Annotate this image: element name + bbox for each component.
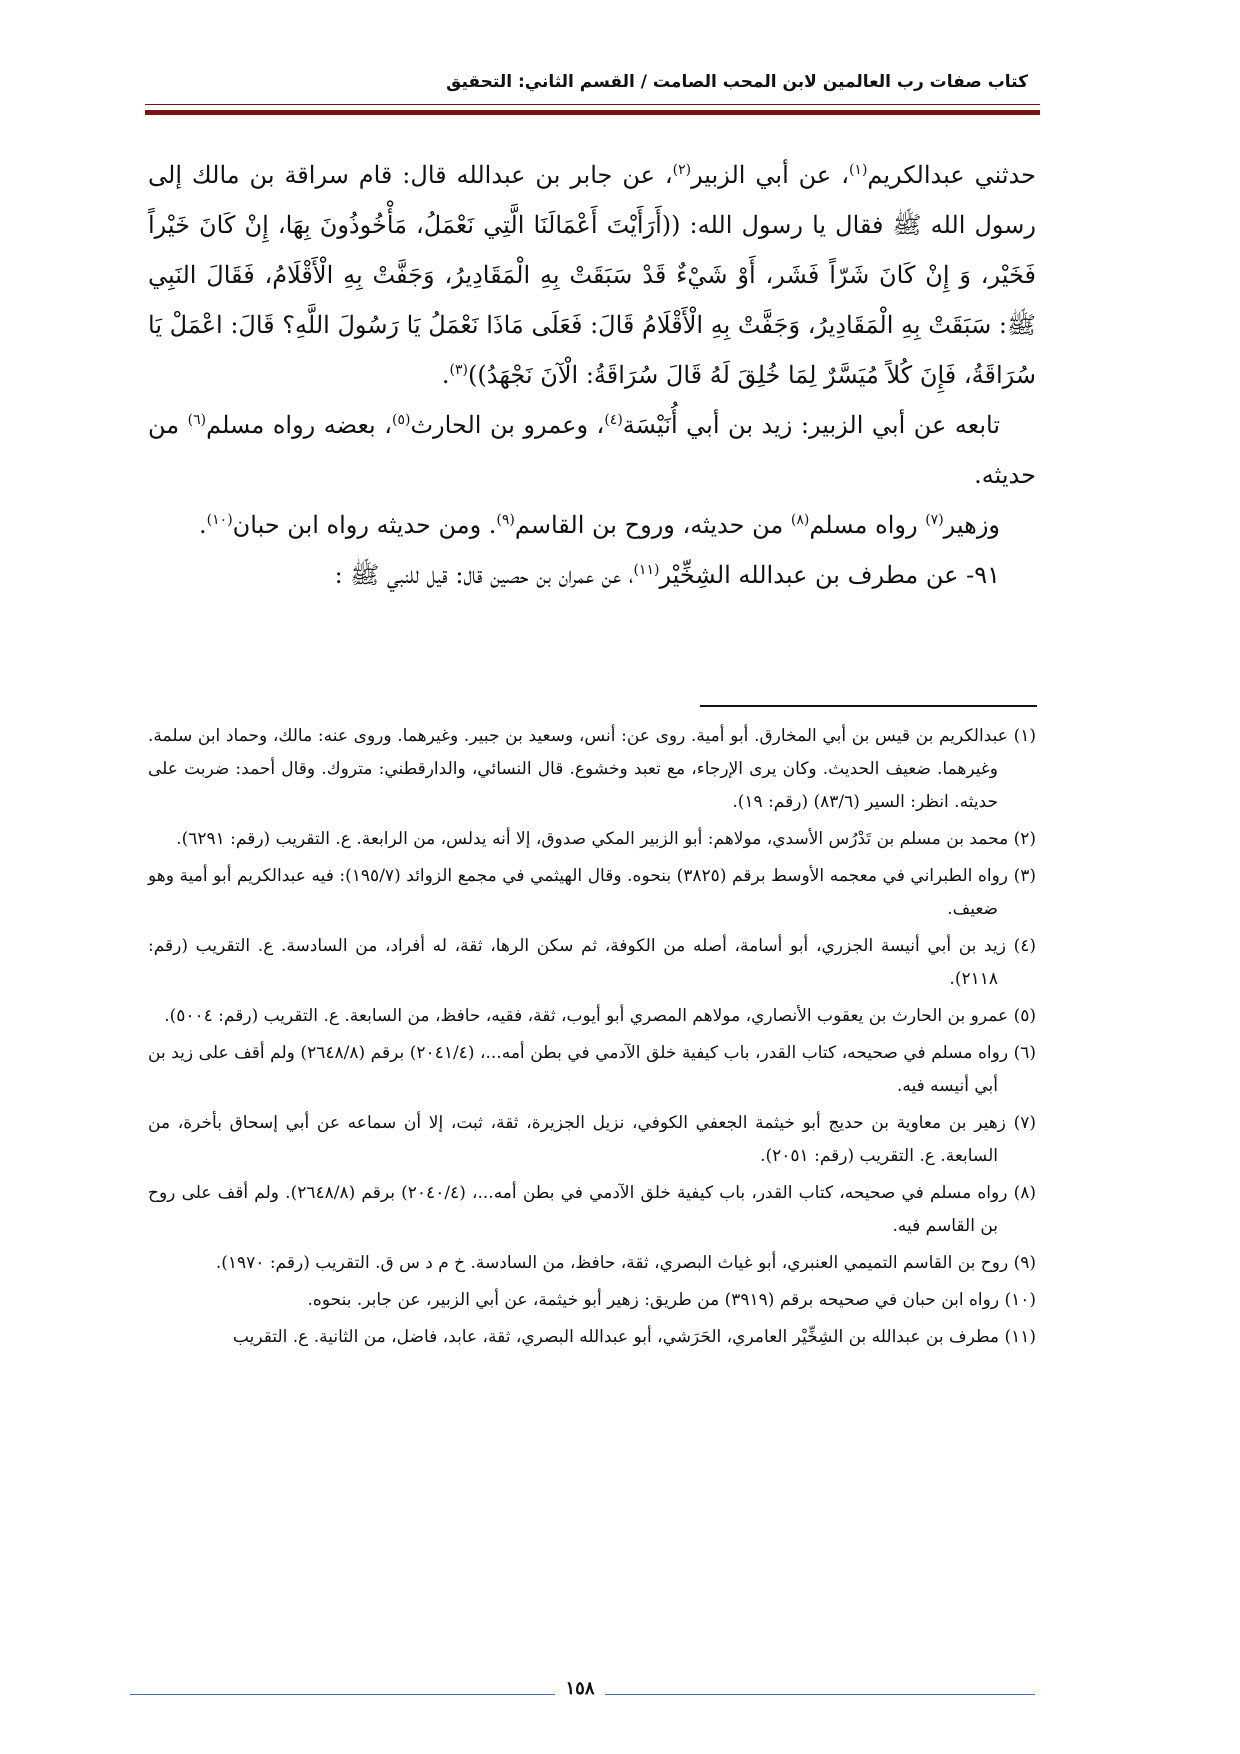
footnote-6: (٦) رواه مسلم في صحيحه، كتاب القدر، باب كيفية خلق الآدمي في بطن أمه...، (٢٠٤١/٤) برقم (٢٦٤٨/٨) ولم أقف على زيد بن أبي أنيسه فيه. (148, 1043, 1037, 1096)
footnote-5: (٥) عمرو بن الحارث بن يعقوب الأنصاري، مولاهم المصري أبو أيوب، ثقة، فقيه، حافظ، من السابعة. ع. التقريب (رقم: ٥٠٠٤). (164, 1006, 1036, 1026)
header-divider-thin (145, 104, 1040, 105)
text-run: . (199, 511, 207, 539)
text-run: من حديثه. (148, 411, 1036, 489)
text-run: ، عن أبي الزبير (691, 161, 849, 189)
text-run: ، وعمرو بن الحارث (410, 411, 605, 439)
text-run: . ومن حديثه رواه ابن حبان (232, 511, 497, 539)
paragraph-hadith (148, 150, 1036, 400)
footnote-2: (٢) محمد بن مسلم بن تَدْرُس الأسدي، مولاهم: أبو الزبير المكي صدوق، إلا أنه يدلس، من الرابعة. ع. التقريب (رقم: ٦٢٩١). (176, 829, 1036, 849)
running-header: كتاب صفات رب العالمين لابن المحب الصامت / القسم الثاني: التحقيق (446, 72, 1028, 92)
text-run: ، عن عمران بن حصين قال: قيل للنبي ﷺ : (334, 561, 634, 589)
footnote-ref: (١١) (633, 562, 660, 578)
text-run: ، عن جابر بن عبدالله قال: قام سراقة بن مالك إلى رسول الله ﷺ فقال يا رسول الله: ((أَرَأَيْتَ أَعْمَالَنَا الَّتِي نَعْمَلُ، مَأْخُوذُونَ بِهَا، إِنْ كَانَ خَيْراً فَخَيْر، وَ إِنْ كَانَ شَرّاً فَشَر، أَوْ شَيْءٌ قَدْ سَبَقَتْ بِهِ الْمَقَادِيرُ، وَجَفَّتْ بِهِ الْأَقْلَامُ، فَقَالَ النَبِي ﷺ: سَبَقَتْ بِهِ الْمَقَادِيرُ، وَجَفَّتْ بِهِ الْأَقْلَامُ قَالَ: فَعَلَى مَاذَا نَعْمَلُ يَا رَسُولَ اللَّهِ؟ قَالَ: اعْمَلْ يَا سُرَاقَةُ، فَإِنَ كُلاً مُيَسَّرٌ لِمَا خُلِقَ لَهُ قَالَ سُرَاقَةُ: الْآنَ نَجْهَدُ)) (148, 161, 1036, 389)
footnote-11: (١١) مطرف بن عبدالله بن الشِخِّيْر العامري، الحَرَشي، أبو عبدالله البصري، ثقة، عابد، فاضل، من الثانية. ع. التقريب (232, 1327, 1036, 1347)
text-run: . (441, 361, 450, 389)
footer-divider-right (605, 1694, 1035, 1695)
text-run: حدثني عبدالكريم (867, 161, 1036, 189)
footnote-separator (700, 705, 1037, 707)
footnote-7: (٧) زهير بن معاوية بن حديج أبو خيثمة الجعفي الكوفي، نزيل الجزيرة، ثقة، ثبت، إلا أن سماعه عن أبي إسحاق بأخرة، من السابعة. ع. التقريب (رقم: ٢٠٥١). (148, 1113, 1036, 1166)
footnote-3: (٣) رواه الطبراني في معجمه الأوسط برقم (٣٨٢٥) بنحوه. وقال الهيثمي في مجمع الزوائد (١٩٥/٧): فيه عبدالكريم أبو أمية وهو ضعيف. (148, 866, 1036, 919)
footnote-ref: (١) (848, 162, 868, 178)
footnote-ref: (٤) (604, 412, 623, 428)
footnote-ref: (٢) (672, 162, 692, 178)
text-run: ، بعضه رواه مسلم (206, 411, 392, 439)
footnote-4: (٤) زيد بن أبي أنيسة الجزري، أبو أسامة، أصله من الكوفة، ثم سكن الرها، ثقة، له أفراد، من السادسة. ع. التقريب (رقم: ٢١١٨). (148, 936, 1036, 989)
text-run: وزهير (943, 511, 1000, 539)
footnote-10: (١٠) رواه ابن حبان في صحيحه برقم (٣٩١٩) من طريق: زهير أبو خيثمة، عن أبي الزبير، عن جابر. بنحوه. (307, 1290, 1036, 1310)
text-run: من حديثه، وروح بن القاسم (514, 511, 791, 539)
footnote-ref: (٦) (187, 412, 207, 428)
footnote-ref: (١٠) (206, 512, 233, 528)
footnote-9: (٩) روح بن القاسم التميمي العنبري، أبو غياث البصري، ثقة، حافظ، من السادسة. خ م د س ق. التقريب (رقم: ١٩٧٠). (215, 1253, 1036, 1273)
footnotes (148, 720, 1036, 1358)
paragraph-follow-up (148, 400, 1036, 500)
header-divider-thick (145, 110, 1040, 115)
paragraph-hadith-91 (148, 550, 1036, 600)
main-text (148, 150, 1036, 600)
footer-divider-left (130, 1694, 555, 1695)
footnote-ref: (٩) (496, 512, 515, 528)
footnote-ref: (٥) (391, 412, 411, 428)
footnote-ref: (٣) (449, 362, 469, 378)
footnote-ref: (٧) (925, 512, 944, 528)
footnote-ref: (٨) (790, 512, 810, 528)
text-run: رواه مسلم (809, 511, 926, 539)
text-run: ٩١- عن مطرف بن عبدالله الشِخِّيْر (659, 561, 1000, 589)
paragraph-zuhair (148, 500, 1036, 550)
page-number: ١٥٨ (565, 1678, 595, 1699)
text-run: تابعه عن أبي الزبير: زيد بن أبي أُنَيْسَة (622, 411, 1000, 439)
footnote-1: (١) عبدالكريم بن قيس بن أبي المخارق. أبو أمية. روى عن: أنس، وسعيد بن جبير. وغيرهما. وروى عنه: مالك، وحماد ابن سلمة. وغيرهما. ضعيف الحديث. وكان يرى الإرجاء، مع تعبد وخشوع. قال النسائي، والدارقطني: متروك. وقال أحمد: ضربت على حديثه. انظر: السير (٨٣/٦) (رقم: ١٩). (148, 726, 1036, 812)
footnote-8: (٨) رواه مسلم في صحيحه، كتاب القدر، باب كيفية خلق الآدمي في بطن أمه...، (٢٠٤٠/٤) برقم (٢٦٤٨/٨). ولم أقف على روح بن القاسم فيه. (148, 1183, 1037, 1236)
